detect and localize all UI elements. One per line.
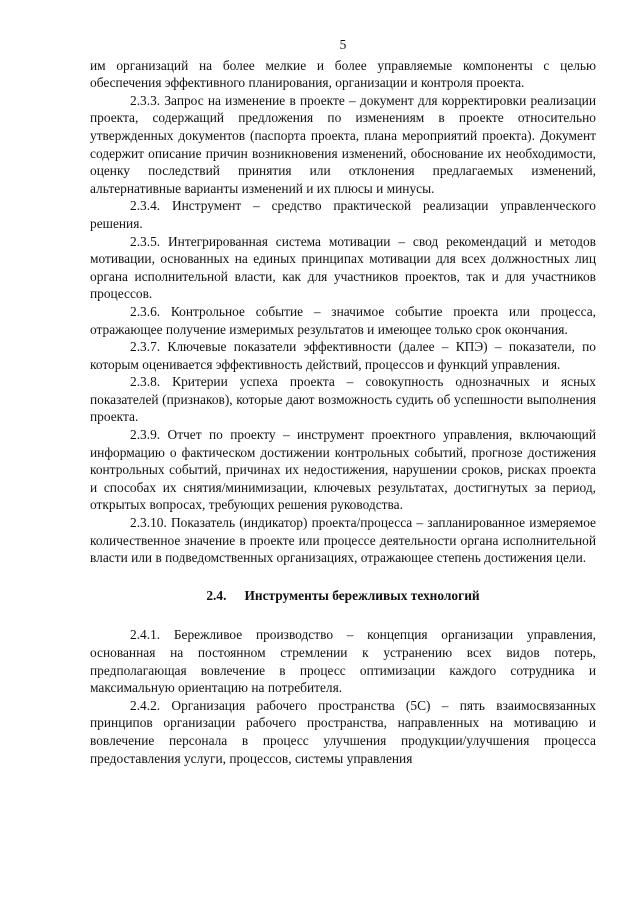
paragraph: 2.4.2. Организация рабочего пространства (5С) – пять взаимосвязанных принципов организации рабочего пространства, направленных на мотивацию и вовлечение персонала в процесс улучшения продукции/улучшения процесса предоставления услуги, процессов, системы управления xyxy=(90,697,596,766)
paragraphs-after xyxy=(90,626,596,767)
paragraph: 2.3.6. Контрольное событие – значимое событие проекта или процесса, отражающее получение измеримых результатов и имеющее только срок окончания. xyxy=(90,303,596,337)
paragraph: 2.3.4. Инструмент – средство практической реализации управленческого решения. xyxy=(90,198,596,231)
paragraph: 2.3.7. Ключевые показатели эффективности (далее – КПЭ) – показатели, по которым оценивается эффективность действий, процессов и функций управления. xyxy=(90,339,596,372)
paragraph: 2.3.3. Запрос на изменение в проекте – документ для корректировки реализации проекта, содержащий предложения по изменениям в проекте относительно утвержденных документов (паспорта проекта, плана мероприятий проекта). Документ содержит описание причин возникновения изменений, обоснование их необходимости, оценку последствий принятия или отклонения предлагаемых изменений, альтернативные варианты изменений и их плюсы и минусы. xyxy=(90,92,596,196)
paragraph: 2.3.9. Отчет по проекту – инструмент проектного управления, включающий информацию о фактическом достижении контрольных событий, прогнозе достижения контрольных событий, причинах их недостижения, нарушении сроков, рисках проекта и способах их снятия/минимизации, ключевых результатах, достигнутых за период, открытых вопросах, требующих решения руководства. xyxy=(90,427,596,513)
section-number: 2.4. xyxy=(206,587,227,603)
paragraph: им организаций на более мелкие и более управляемые компоненты с целью обеспечения эффективного планирования, организации и контроля проекта. xyxy=(90,57,596,91)
paragraph: 2.4.1. Бережливое производство – концепция организации управления, основанная на постоянном стремлении к устранению всех видов потерь, предполагающая вовлечение в процесс оптимизации каждого сотрудника и максимальную ориентацию на потребителя. xyxy=(90,627,596,696)
paragraph: 2.3.5. Интегрированная система мотивации – свод рекомендаций и методов мотивации, основанных на единых принципах мотивации для всех должностных лиц органа исполнительной власти, как для участников проектов, так и для участников процессов. xyxy=(90,233,596,302)
paragraphs-before xyxy=(90,57,596,567)
page-number: 5 xyxy=(339,37,347,52)
paragraph: 2.3.10. Показатель (индикатор) проекта/процесса – запланированное измеряемое количественное значение в проекте или процессе деятельности органа исполнительной власти или в подведомственных организациях, отражающее степень достижения цели. xyxy=(90,515,596,566)
paragraph: 2.3.8. Критерии успеха проекта – совокупность однозначных и ясных показателей (признаков), которые дают возможность судить об успешности выполнения проекта. xyxy=(90,374,596,425)
section-title: Инструменты бережливых технологий xyxy=(244,587,480,603)
section-heading xyxy=(90,587,596,605)
